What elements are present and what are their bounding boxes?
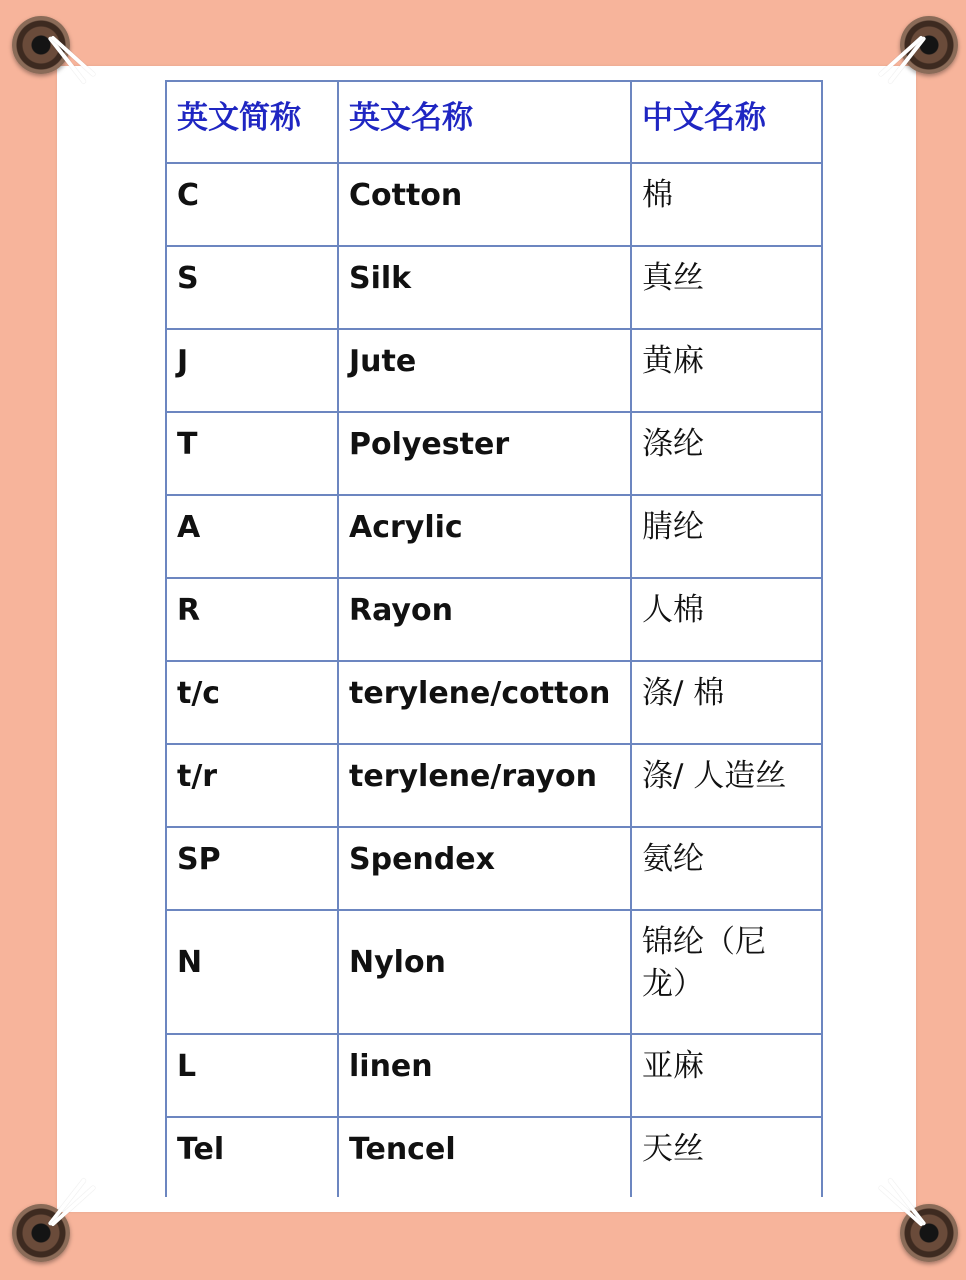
cell-abbreviation: SP [166,827,338,910]
cell-english-name: terylene/rayon [338,744,631,827]
cell-abbreviation: Tel [166,1117,338,1197]
cell-abbreviation: C [166,163,338,246]
table-row [166,661,822,744]
cell-abbreviation: R [166,578,338,661]
table-row [166,1034,822,1117]
cell-english-name: Polyester [338,412,631,495]
cell-english-name: Silk [338,246,631,329]
cell-chinese-name: 天丝 [631,1117,822,1197]
header-chinese-name: 中文名称 [631,81,822,163]
cell-abbreviation: L [166,1034,338,1117]
cell-chinese-name: 真丝 [631,246,822,329]
cell-chinese-name: 涤/ 人造丝 [631,744,822,827]
cell-chinese-name: 人棉 [631,578,822,661]
cell-english-name: Cotton [338,163,631,246]
cell-english-name: Jute [338,329,631,412]
header-english-name: 英文名称 [338,81,631,163]
cell-english-name: Rayon [338,578,631,661]
cell-chinese-name: 涤/ 棉 [631,661,822,744]
table-row [166,329,822,412]
cell-abbreviation: t/r [166,744,338,827]
cell-abbreviation: N [166,910,338,1034]
cell-chinese-name: 氨纶 [631,827,822,910]
table-row [166,578,822,661]
cell-english-name: Acrylic [338,495,631,578]
cell-chinese-name: 亚麻 [631,1034,822,1117]
fiber-abbreviation-table [165,80,823,1197]
cell-abbreviation: J [166,329,338,412]
cell-abbreviation: t/c [166,661,338,744]
cell-english-name: terylene/cotton [338,661,631,744]
table-header-row [166,81,822,163]
header-english-abbreviation: 英文简称 [166,81,338,163]
table-row [166,163,822,246]
table-row [166,1117,822,1197]
cell-abbreviation: A [166,495,338,578]
table-row [166,827,822,910]
table-row [166,246,822,329]
cell-chinese-name: 锦纶（尼龙） [631,910,822,1034]
table-row [166,495,822,578]
cell-chinese-name: 涤纶 [631,412,822,495]
cell-abbreviation: T [166,412,338,495]
cell-abbreviation: S [166,246,338,329]
cell-english-name: Tencel [338,1117,631,1197]
table-row [166,744,822,827]
cell-chinese-name: 棉 [631,163,822,246]
cell-chinese-name: 黄麻 [631,329,822,412]
cell-english-name: linen [338,1034,631,1117]
cell-english-name: Nylon [338,910,631,1034]
table-row [166,910,822,1034]
cell-chinese-name: 腈纶 [631,495,822,578]
cell-english-name: Spendex [338,827,631,910]
table-row [166,412,822,495]
